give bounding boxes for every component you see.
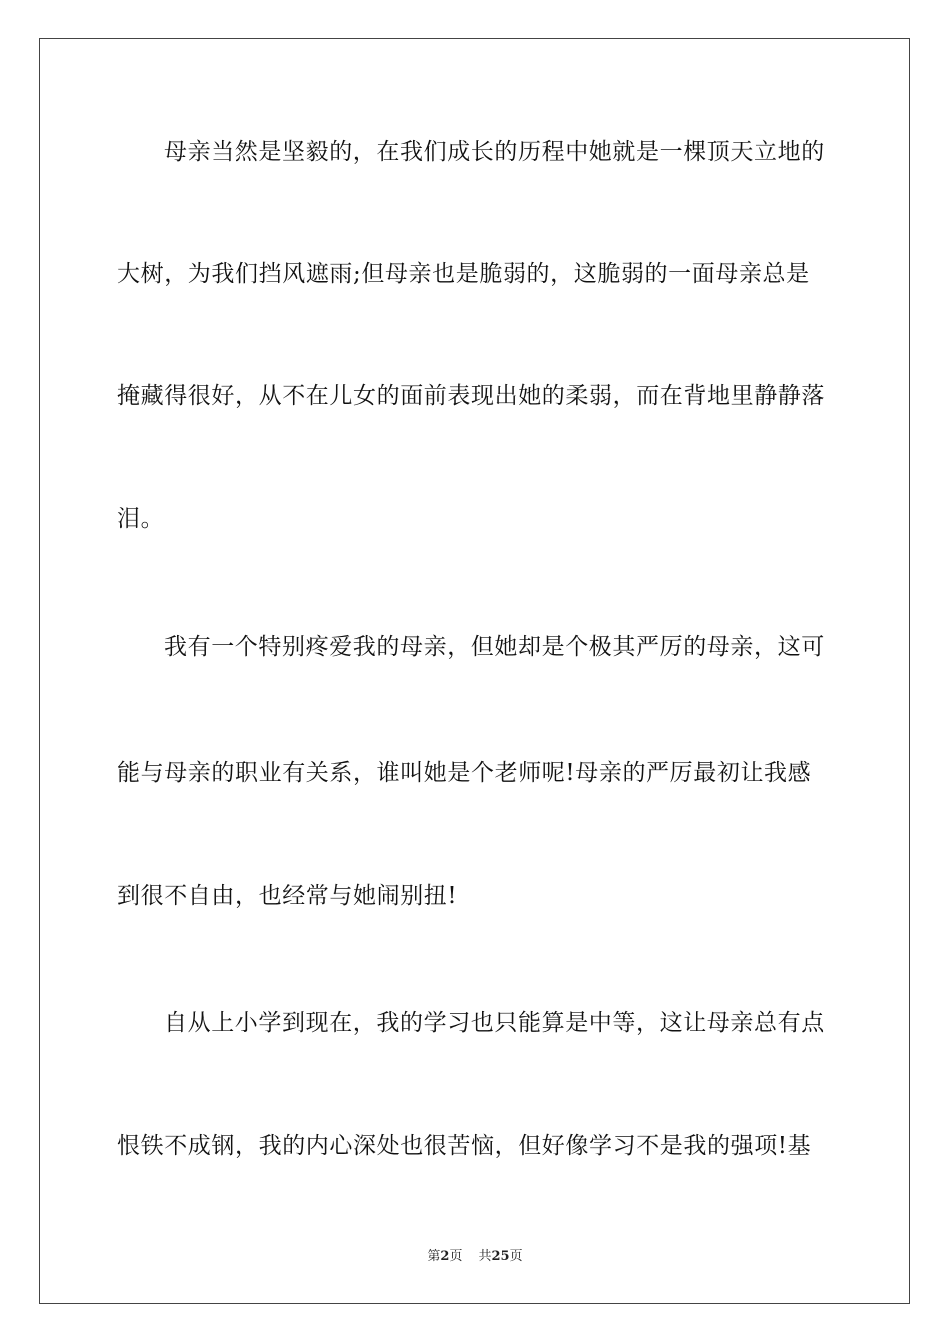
- total-pages: 25: [491, 1249, 510, 1264]
- page-footer: [0, 1248, 950, 1266]
- paragraph-2-line-3: 到很不自由，也经常与她闹别扭!: [117, 883, 458, 909]
- paragraph-2-line-1: 我有一个特别疼爱我的母亲，但她却是个极其严厉的母亲，这可: [164, 634, 825, 660]
- paragraph-2-line-2: 能与母亲的职业有关系，谁叫她是个老师呢!母亲的严厉最初让我感: [117, 760, 812, 786]
- paragraph-1-line-3: 掩藏得很好，从不在儿女的面前表现出她的柔弱，而在背地里静静落: [117, 383, 825, 409]
- page-number: 2: [440, 1249, 450, 1264]
- paragraph-1-line-1: 母亲当然是坚毅的，在我们成长的历程中她就是一棵顶天立地的: [164, 139, 825, 165]
- total-label-prefix: 共: [478, 1249, 492, 1264]
- page-frame: [39, 38, 910, 1304]
- paragraph-3-line-2: 恨铁不成钢，我的内心深处也很苦恼，但好像学习不是我的强项!基: [117, 1133, 812, 1159]
- paragraph-1-line-4: 泪。: [117, 506, 165, 532]
- paragraph-3-line-1: 自从上小学到现在，我的学习也只能算是中等，这让母亲总有点: [164, 1010, 825, 1036]
- page-label-prefix: 第: [427, 1249, 441, 1264]
- total-label-suffix: 页: [509, 1249, 523, 1264]
- page-label-suffix: 页: [449, 1249, 463, 1264]
- paragraph-1-line-2: 大树，为我们挡风遮雨;但母亲也是脆弱的，这脆弱的一面母亲总是: [117, 261, 810, 287]
